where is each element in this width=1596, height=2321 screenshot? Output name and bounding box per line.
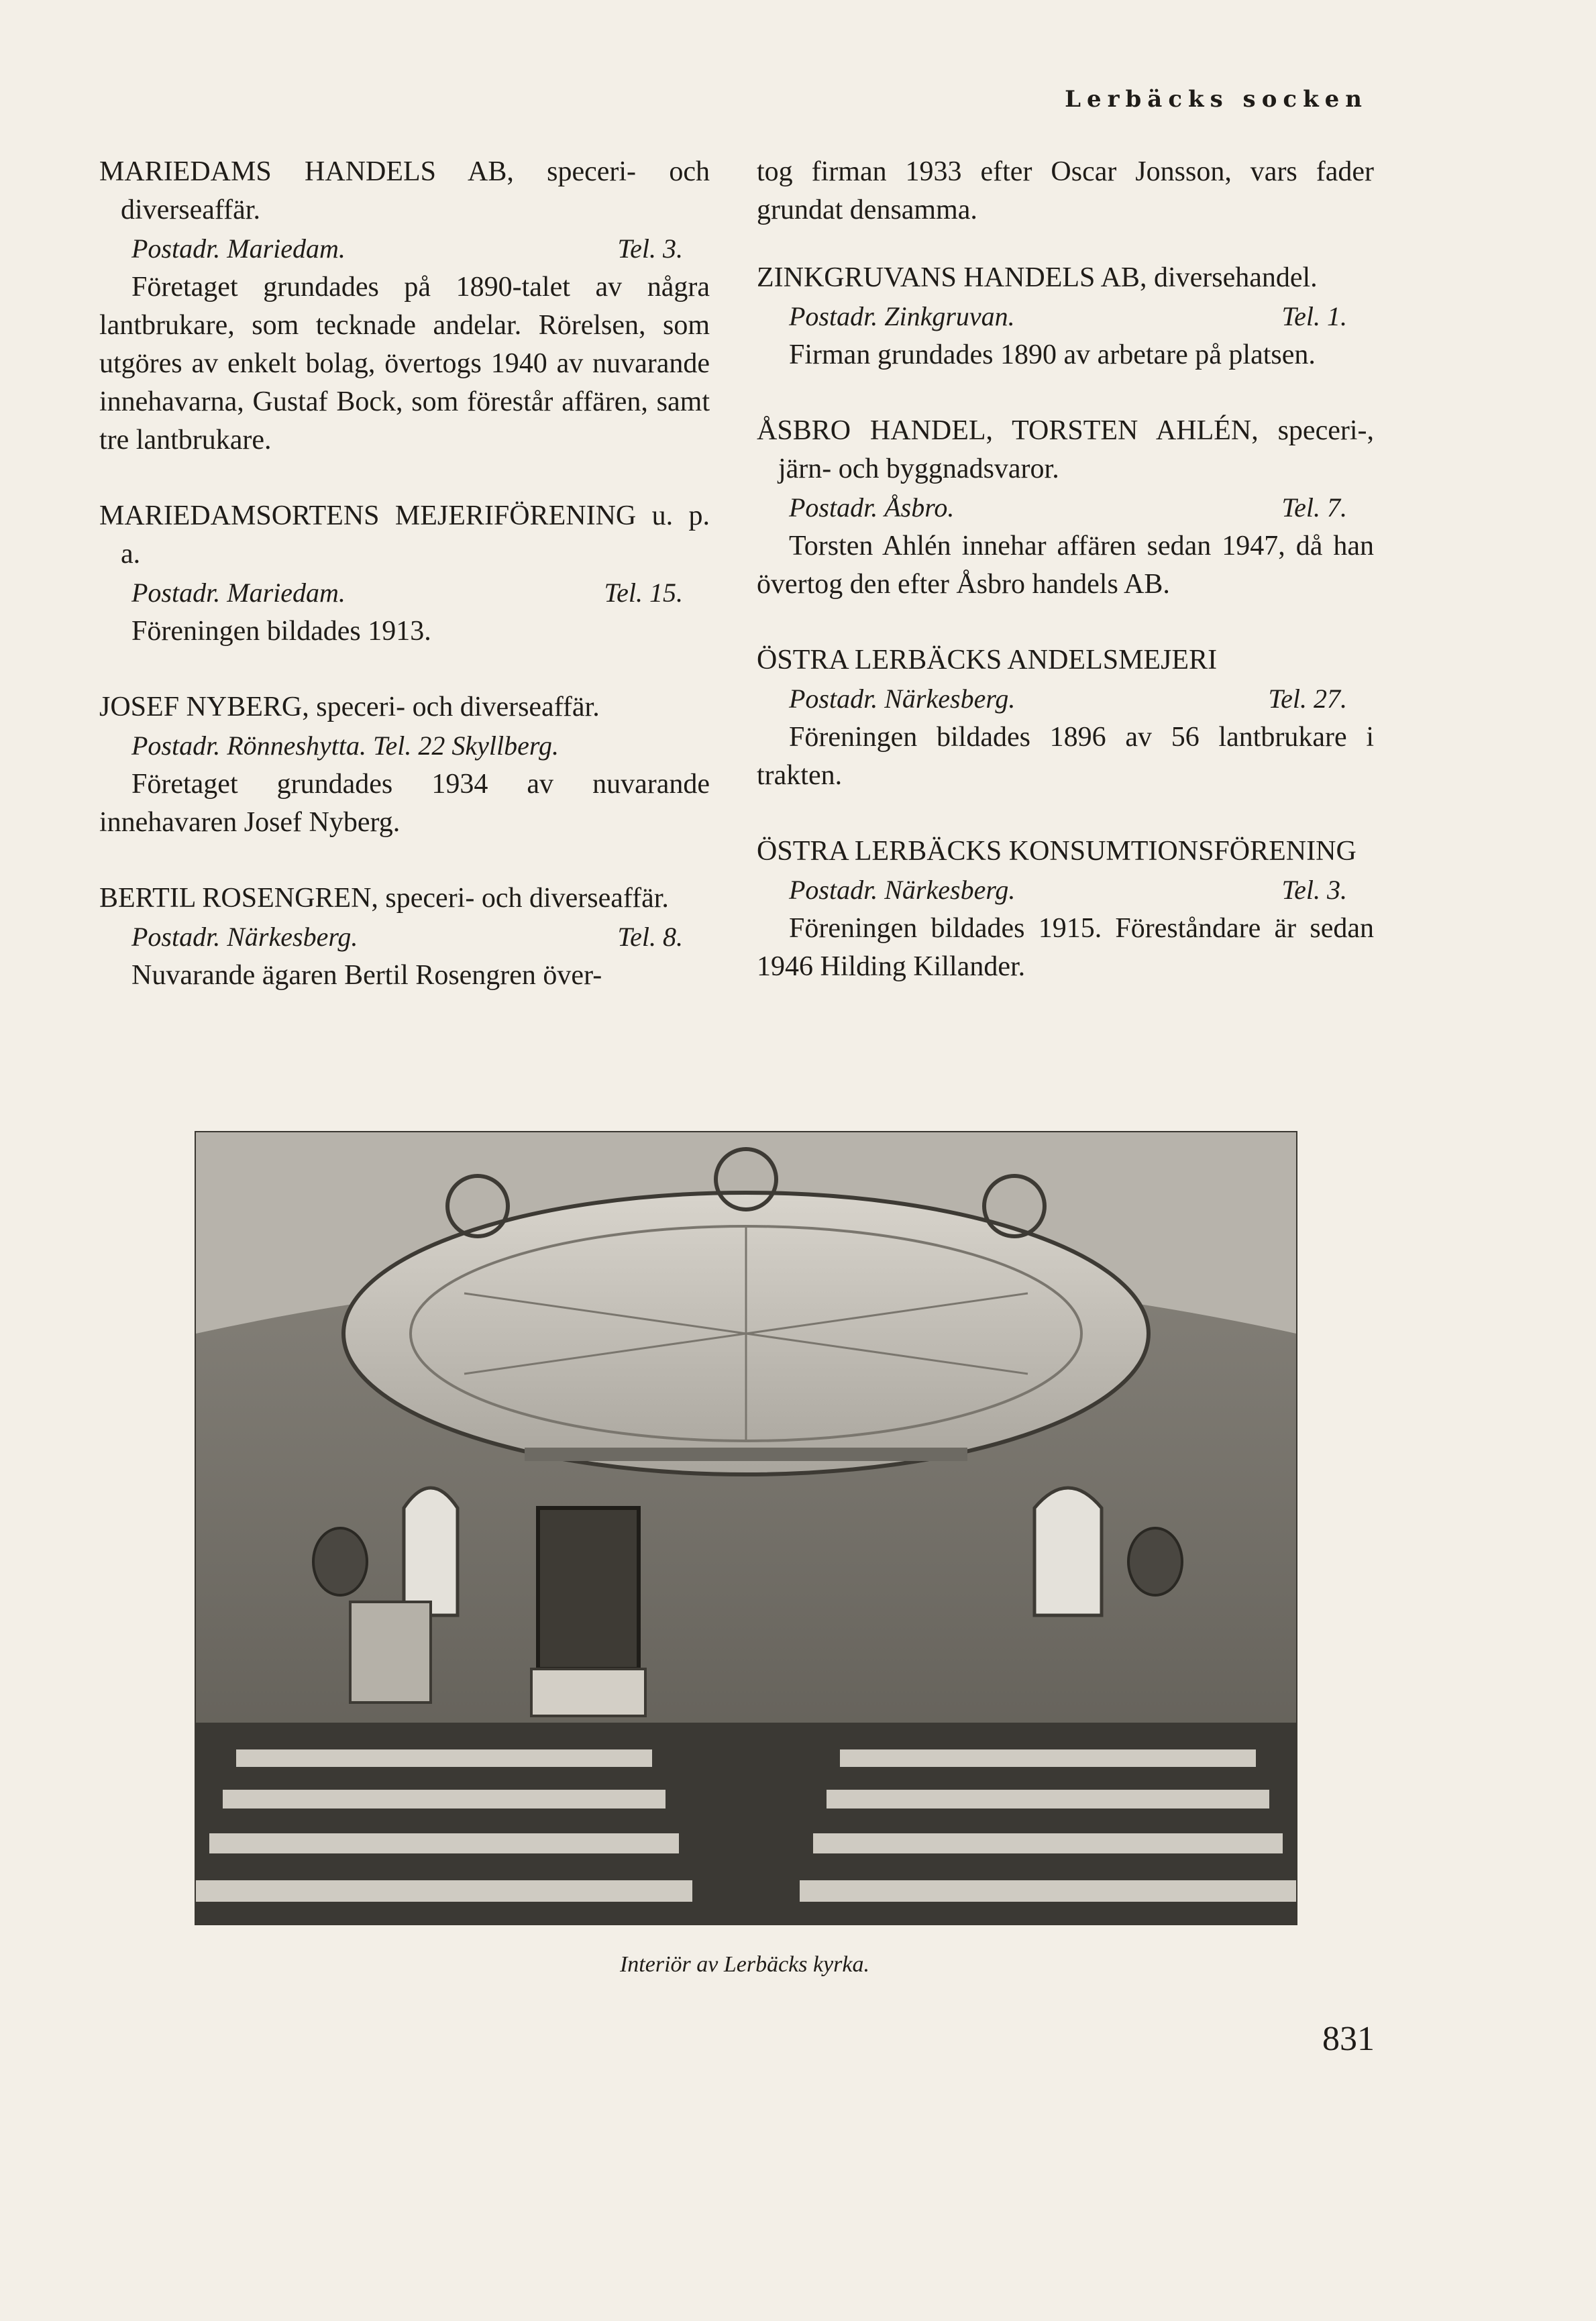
left-window [404, 1488, 458, 1615]
pew [223, 1790, 666, 1809]
entry-contact [99, 726, 710, 765]
entry-ostra-lerbacks-konsum [757, 832, 1374, 986]
pew [827, 1790, 1269, 1809]
pew [209, 1833, 679, 1853]
entry-contact [757, 297, 1374, 336]
pew [800, 1880, 1296, 1902]
church-interior-photo [195, 1131, 1297, 1925]
postal-address: Postadr. Närkesberg. [789, 684, 1016, 714]
entry-title: ZINKGRUVANS HANDELS AB, diversehandel. [757, 262, 1318, 293]
entry-mariedams-handels [99, 153, 710, 460]
wall-plaque [313, 1528, 367, 1595]
telephone: Tel. 1. [1281, 301, 1347, 331]
postal-address: Postadr. Närkesberg. [131, 922, 358, 952]
telephone: Tel. 3. [1281, 875, 1347, 905]
figure-caption: Interiör av Lerbäcks kyrka. [619, 1952, 869, 1977]
entry-title: BERTIL ROSENGREN, speceri- och diverseaffär. [99, 883, 669, 914]
postal-address: Postadr. Åsbro. [789, 492, 955, 523]
entry-contact [99, 574, 710, 612]
pew [813, 1833, 1283, 1853]
entry-mariedamsortens-mejeri [99, 497, 710, 651]
entry-contact [99, 229, 710, 268]
page-number: 831 [1322, 2020, 1375, 2058]
pew [840, 1749, 1256, 1767]
entry-contact [757, 488, 1374, 527]
cornice [525, 1448, 967, 1461]
entry-ostra-lerbacks-andelsmejeri [757, 641, 1374, 795]
pulpit [350, 1602, 431, 1703]
pew [196, 1880, 692, 1902]
running-head: Lerbäcks socken [1065, 86, 1368, 113]
telephone: Tel. 7. [1281, 492, 1347, 523]
altarpiece [538, 1508, 639, 1669]
entry-title: ÖSTRA LERBÄCKS KONSUMTIONSFÖRENING [757, 836, 1356, 867]
entry-title: MARIEDAMS HANDELS AB, speceri- och diverseaffär. [99, 156, 710, 225]
entry-title: ÅSBRO HANDEL, TORSTEN AHLÉN, speceri-, järn- och byggnadsvaror. [757, 415, 1374, 484]
entry-title: ÖSTRA LERBÄCKS ANDELSMEJERI [757, 645, 1218, 676]
left-column [99, 153, 710, 1032]
entry-body: Föreningen bildades 1896 av 56 lantbrukare i trakten. [757, 722, 1374, 791]
right-column [757, 153, 1374, 1024]
entry-bertil-rosengren [99, 879, 710, 995]
entry-contact [99, 918, 710, 957]
entry-body: Torsten Ahlén innehar affären sedan 1947, då han övertog den efter Åsbro handels AB. [757, 531, 1374, 600]
postal-address: Postadr. Mariedam. [131, 578, 345, 608]
entry-body: tog firman 1933 efter Oscar Jonsson, vars fader grundat densamma. [757, 156, 1374, 225]
entry-contact [757, 680, 1374, 718]
entry-body: Föreningen bildades 1915. Föreståndare är sedan 1946 Hilding Killander. [757, 913, 1374, 982]
entry-contact [757, 871, 1374, 910]
entry-body: Firman grundades 1890 av arbetare på platsen. [789, 339, 1316, 370]
postal-address: Postadr. Zinkgruvan. [789, 301, 1015, 331]
church-interior-illustration [196, 1132, 1296, 1924]
entry-zinkgruvans-handels [757, 259, 1374, 374]
telephone: Tel. 27. [1268, 684, 1347, 714]
altar [531, 1669, 645, 1716]
pew [236, 1749, 652, 1767]
telephone: Tel. 8. [617, 922, 683, 952]
entry-continuation [757, 153, 1374, 229]
postal-address: Postadr. Närkesberg. [789, 875, 1016, 905]
entry-body: Nuvarande ägaren Bertil Rosengren över- [131, 960, 602, 991]
entry-body: Företaget grundades 1934 av nuvarande innehavaren Josef Nyberg. [99, 769, 710, 838]
entry-body: Företaget grundades på 1890-talet av några lantbrukare, som tecknade andelar. Rörelsen, som utgöres av enkelt bolag, övertogs 1940 av nuvarande innehavarna, Gustaf Bock, som förestår affären, samt tre lantbrukare. [99, 272, 710, 455]
wall-plaque [1128, 1528, 1182, 1595]
entry-asbro-handel [757, 412, 1374, 604]
postal-address: Postadr. Rönneshytta. Tel. 22 Skyllberg. [131, 731, 559, 761]
telephone: Tel. 15. [604, 578, 683, 608]
postal-address: Postadr. Mariedam. [131, 233, 345, 264]
entry-title: JOSEF NYBERG, speceri- och diverseaffär. [99, 692, 600, 722]
right-window [1034, 1488, 1102, 1615]
entry-title: MARIEDAMSORTENS MEJERIFÖRENING u. p. a. [99, 500, 710, 570]
entry-josef-nyberg [99, 688, 710, 842]
telephone: Tel. 3. [617, 233, 683, 264]
entry-body: Föreningen bildades 1913. [131, 616, 431, 647]
